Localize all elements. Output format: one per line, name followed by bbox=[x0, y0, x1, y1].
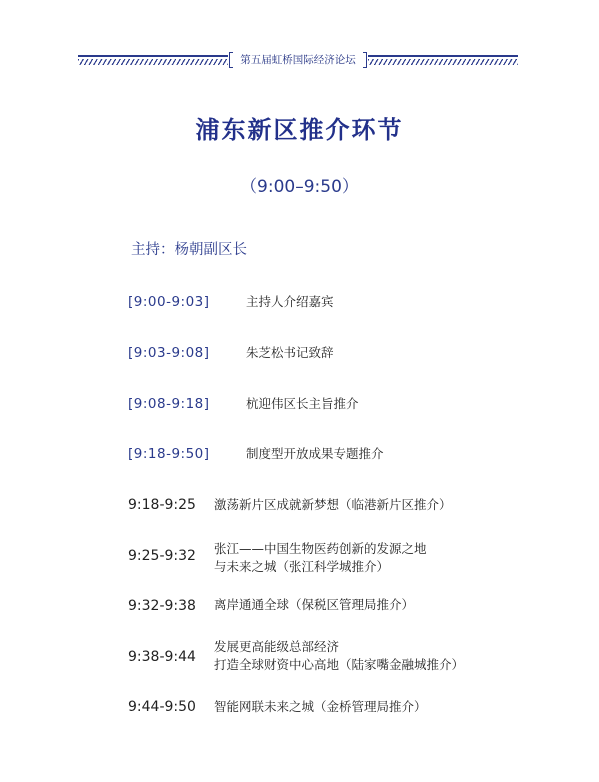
subitem-label: 张江——中国生物医药创新的发源之地 bbox=[214, 541, 427, 556]
agenda-section bbox=[128, 444, 384, 464]
session-time: （9:00–9:50） bbox=[240, 177, 359, 197]
page-title: 浦东新区推介环节 bbox=[195, 115, 404, 144]
agenda-time: [9:00-9:03] bbox=[128, 294, 210, 310]
forum-tag: 第五届虹桥国际经济论坛 bbox=[228, 52, 368, 68]
agenda-section bbox=[128, 394, 359, 414]
subitem-time: 9:18-9:25 bbox=[128, 497, 196, 513]
subitem-label: 离岸通通全球（保税区管理局推介） bbox=[214, 597, 415, 612]
subitem-label: 智能网联未来之城（金桥管理局推介） bbox=[214, 699, 427, 714]
agenda-label: 主持人介绍嘉宾 bbox=[246, 294, 334, 309]
agenda-section bbox=[128, 292, 334, 312]
subitem-label-line2: 打造全球财资中心高地（陆家嘴金融城推介） bbox=[214, 657, 465, 672]
subitem-label: 发展更高能级总部经济 bbox=[214, 639, 340, 654]
agenda-label: 杭迎伟区长主旨推介 bbox=[246, 396, 359, 411]
subitem-time: 9:32-9:38 bbox=[128, 598, 196, 614]
header-rule-left bbox=[78, 55, 228, 65]
subitem-time: 9:38-9:44 bbox=[128, 649, 196, 665]
header-rule-right bbox=[368, 55, 518, 65]
host-line: 主持：杨朝副区长 bbox=[131, 242, 247, 258]
agenda-time: [9:03-9:08] bbox=[128, 345, 210, 361]
agenda-time: [9:08-9:18] bbox=[128, 396, 210, 412]
agenda-label: 制度型开放成果专题推介 bbox=[246, 446, 384, 461]
forum-header bbox=[78, 52, 518, 68]
subitem-label: 激荡新片区成就新梦想（临港新片区推介） bbox=[214, 497, 452, 512]
agenda-time: [9:18-9:50] bbox=[128, 446, 210, 462]
subitem-time: 9:44-9:50 bbox=[128, 699, 196, 715]
subitem-label-line2: 与未来之城（张江科学城推介） bbox=[214, 559, 390, 574]
agenda-section bbox=[128, 343, 334, 363]
subitem-time: 9:25-9:32 bbox=[128, 548, 196, 564]
agenda-label: 朱芝松书记致辞 bbox=[246, 345, 334, 360]
